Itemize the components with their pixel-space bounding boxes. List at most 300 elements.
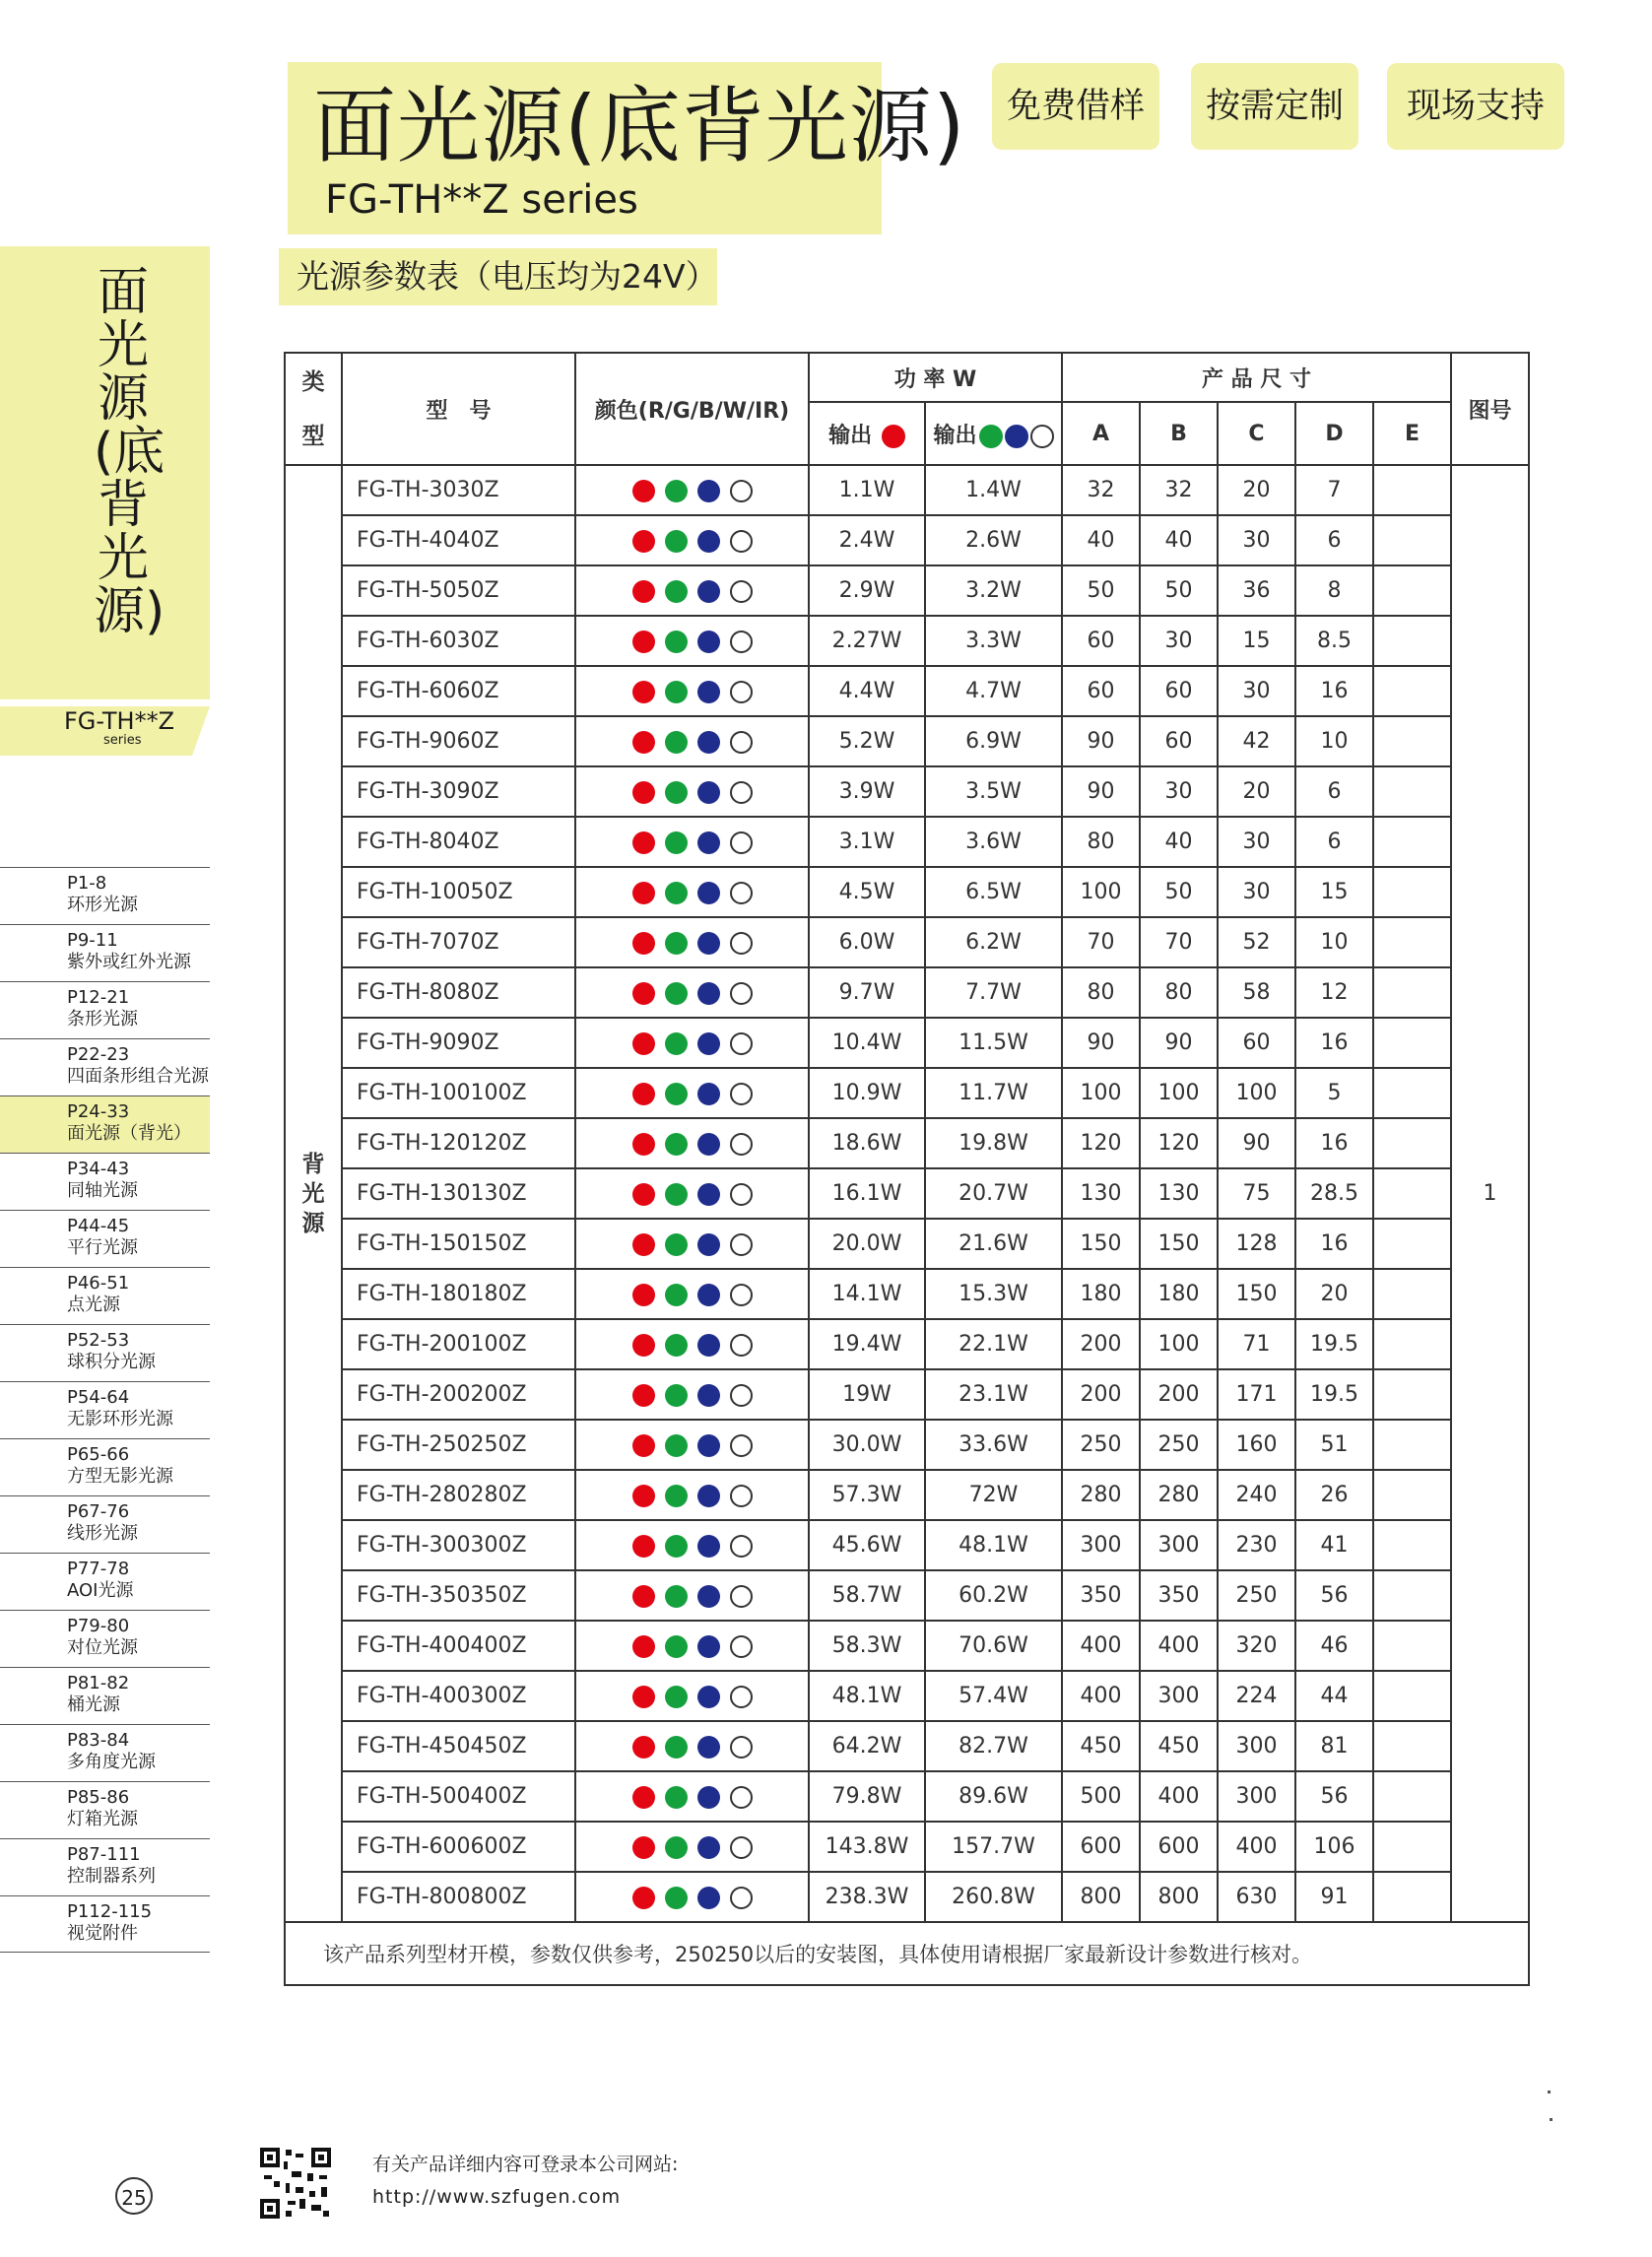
white-dot-icon (1030, 425, 1054, 448)
power-other-cell: 72W (925, 1470, 1062, 1520)
nav-item-pages: P24-33 (67, 1101, 130, 1122)
model-cell: FG-TH-400300Z (342, 1671, 575, 1721)
size-b-cell: 250 (1140, 1420, 1218, 1470)
size-d-cell: 16 (1295, 1018, 1373, 1068)
color-cell (575, 515, 809, 565)
blue-dot-icon (697, 1736, 720, 1759)
size-a-cell: 400 (1062, 1671, 1140, 1721)
size-e-cell (1373, 616, 1451, 666)
color-cell (575, 1269, 809, 1319)
size-b-cell: 350 (1140, 1570, 1218, 1621)
size-c-cell: 75 (1218, 1168, 1295, 1219)
size-d-header: D (1295, 402, 1373, 465)
red-dot-icon (632, 1384, 655, 1407)
green-dot-icon (665, 1635, 688, 1658)
size-d-cell: 19.5 (1295, 1319, 1373, 1369)
size-b-cell: 80 (1140, 967, 1218, 1018)
white-dot-icon (730, 530, 753, 553)
power-red-cell: 30.0W (809, 1420, 925, 1470)
nav-item-label: 平行光源 (67, 1237, 138, 1258)
size-b-cell: 200 (1140, 1369, 1218, 1420)
nav-item-pages: P77-78 (67, 1559, 130, 1579)
size-d-cell: 51 (1295, 1420, 1373, 1470)
green-dot-icon (665, 1233, 688, 1256)
color-cell (575, 616, 809, 666)
sidebar-nav-item[interactable] (0, 1838, 210, 1895)
nav-item-label: 线形光源 (67, 1523, 138, 1544)
power-other-cell: 57.4W (925, 1671, 1062, 1721)
nav-item-pages: P65-66 (67, 1444, 130, 1465)
power-red-cell: 19W (809, 1369, 925, 1420)
size-e-cell (1373, 1621, 1451, 1671)
sidebar-nav-item[interactable] (0, 1324, 210, 1381)
size-c-cell: 224 (1218, 1671, 1295, 1721)
green-dot-icon (665, 1736, 688, 1759)
green-dot-icon (665, 1686, 688, 1708)
table-row (285, 1771, 1529, 1822)
power-red-cell: 20.0W (809, 1219, 925, 1269)
nav-item-label: 多角度光源 (67, 1752, 156, 1772)
size-d-cell: 12 (1295, 967, 1373, 1018)
green-dot-icon (665, 1334, 688, 1357)
green-dot-icon (665, 1284, 688, 1306)
power-other-cell: 60.2W (925, 1570, 1062, 1621)
size-d-cell: 8.5 (1295, 616, 1373, 666)
color-cell (575, 917, 809, 967)
model-cell: FG-TH-8040Z (342, 817, 575, 867)
power-other-cell: 19.8W (925, 1118, 1062, 1168)
red-dot-icon (632, 1887, 655, 1909)
nav-item-label: 桶光源 (67, 1694, 120, 1715)
table-row (285, 1822, 1529, 1872)
sidebar-nav-item[interactable] (0, 1667, 210, 1724)
blue-dot-icon (697, 1032, 720, 1055)
model-cell: FG-TH-130130Z (342, 1168, 575, 1219)
power-other-cell: 21.6W (925, 1219, 1062, 1269)
power-red-cell: 14.1W (809, 1269, 925, 1319)
color-cell (575, 716, 809, 766)
green-dot-icon (665, 1032, 688, 1055)
red-dot-icon (632, 1736, 655, 1759)
blue-dot-icon (697, 982, 720, 1005)
power-red-cell: 58.7W (809, 1570, 925, 1621)
blue-dot-icon (697, 480, 720, 502)
size-d-cell: 16 (1295, 1219, 1373, 1269)
power-other-cell: 2.6W (925, 515, 1062, 565)
size-d-cell: 5 (1295, 1068, 1373, 1118)
model-cell: FG-TH-180180Z (342, 1269, 575, 1319)
table-row (285, 716, 1529, 766)
size-c-cell: 15 (1218, 616, 1295, 666)
table-row (285, 1520, 1529, 1570)
table-row (285, 1219, 1529, 1269)
size-b-cell: 32 (1140, 465, 1218, 515)
size-c-cell: 240 (1218, 1470, 1295, 1520)
nav-item-pages: P79-80 (67, 1616, 130, 1636)
website-link[interactable]: http://www.szfugen.com (372, 2186, 622, 2208)
power-red-cell: 64.2W (809, 1721, 925, 1771)
sidebar-nav-item[interactable] (0, 1553, 210, 1610)
size-c-cell: 400 (1218, 1822, 1295, 1872)
sidebar-nav-item[interactable] (0, 1495, 210, 1553)
power-header: 功 率 W (809, 353, 1062, 402)
red-dot-icon (632, 631, 655, 653)
size-a-cell: 90 (1062, 1018, 1140, 1068)
green-dot-icon (665, 1083, 688, 1105)
size-e-cell (1373, 1168, 1451, 1219)
nav-item-pages: P83-84 (67, 1730, 130, 1751)
table-row (285, 1570, 1529, 1621)
size-c-cell: 171 (1218, 1369, 1295, 1420)
category-cell: 背光源 (285, 465, 342, 1922)
color-cell (575, 565, 809, 616)
sidebar-nav (0, 867, 210, 1953)
red-dot-icon (632, 681, 655, 703)
page-number: 25 (115, 2177, 153, 2215)
blue-dot-icon (697, 831, 720, 854)
size-c-cell: 630 (1218, 1872, 1295, 1922)
power-other-cell: 6.2W (925, 917, 1062, 967)
size-e-cell (1373, 1872, 1451, 1922)
white-dot-icon (730, 731, 753, 754)
size-c-cell: 128 (1218, 1219, 1295, 1269)
page-title: 面光源(底背光源) (313, 78, 966, 174)
type-header: 类 型 (285, 353, 342, 465)
white-dot-icon (730, 1686, 753, 1708)
white-dot-icon (730, 831, 753, 854)
color-cell (575, 1470, 809, 1520)
power-other-cell: 3.6W (925, 817, 1062, 867)
size-d-cell: 41 (1295, 1520, 1373, 1570)
model-cell: FG-TH-3090Z (342, 766, 575, 817)
size-a-cell: 32 (1062, 465, 1140, 515)
size-e-cell (1373, 565, 1451, 616)
blue-dot-icon (697, 1836, 720, 1859)
table-row (285, 515, 1529, 565)
size-e-cell (1373, 1671, 1451, 1721)
color-cell (575, 766, 809, 817)
size-b-cell: 40 (1140, 817, 1218, 867)
sidebar-nav-item[interactable] (0, 1610, 210, 1667)
model-cell: FG-TH-9060Z (342, 716, 575, 766)
green-dot-icon (665, 1183, 688, 1206)
nav-item-pages: P46-51 (67, 1273, 130, 1294)
nav-item-pages: P1-8 (67, 873, 107, 894)
red-dot-icon (632, 1786, 655, 1809)
green-dot-icon (665, 1535, 688, 1558)
table-row (285, 465, 1529, 515)
nav-item-label: AOI光源 (67, 1580, 134, 1601)
sidebar-nav-item[interactable] (0, 1381, 210, 1438)
model-cell: FG-TH-200100Z (342, 1319, 575, 1369)
output-red-header: 输出 (809, 402, 925, 465)
size-d-cell: 44 (1295, 1671, 1373, 1721)
size-e-cell (1373, 1319, 1451, 1369)
color-cell (575, 817, 809, 867)
white-dot-icon (730, 480, 753, 502)
size-c-cell: 71 (1218, 1319, 1295, 1369)
color-cell (575, 867, 809, 917)
size-a-cell: 100 (1062, 1068, 1140, 1118)
size-d-cell: 10 (1295, 917, 1373, 967)
size-e-cell (1373, 666, 1451, 716)
model-cell: FG-TH-280280Z (342, 1470, 575, 1520)
size-d-cell: 6 (1295, 515, 1373, 565)
size-b-cell: 30 (1140, 766, 1218, 817)
size-c-cell: 42 (1218, 716, 1295, 766)
red-dot-icon (632, 580, 655, 603)
qr-code-icon (260, 2148, 331, 2219)
red-dot-icon (632, 1133, 655, 1156)
red-dot-icon (632, 480, 655, 502)
size-a-cell: 250 (1062, 1420, 1140, 1470)
sidebar-nav-item[interactable] (0, 981, 210, 1038)
white-dot-icon (730, 1384, 753, 1407)
blue-dot-icon (697, 631, 720, 653)
size-b-cell: 600 (1140, 1822, 1218, 1872)
size-b-header: B (1140, 402, 1218, 465)
size-e-cell (1373, 1771, 1451, 1822)
power-other-cell: 11.7W (925, 1068, 1062, 1118)
green-dot-icon (665, 1434, 688, 1457)
green-dot-icon (665, 1836, 688, 1859)
model-cell: FG-TH-250250Z (342, 1420, 575, 1470)
power-red-cell: 1.1W (809, 465, 925, 515)
size-a-cell: 70 (1062, 917, 1140, 967)
power-red-cell: 18.6W (809, 1118, 925, 1168)
nav-item-pages: P52-53 (67, 1330, 130, 1351)
size-d-cell: 16 (1295, 1118, 1373, 1168)
color-cell (575, 1168, 809, 1219)
red-dot-icon (632, 1434, 655, 1457)
table-row (285, 1168, 1529, 1219)
size-b-cell: 150 (1140, 1219, 1218, 1269)
size-d-cell: 26 (1295, 1470, 1373, 1520)
size-a-cell: 200 (1062, 1319, 1140, 1369)
sidebar-nav-item[interactable] (0, 1038, 210, 1095)
table-row (285, 1721, 1529, 1771)
size-b-cell: 60 (1140, 666, 1218, 716)
model-cell: FG-TH-100100Z (342, 1068, 575, 1118)
sidebar-nav-item[interactable] (0, 1438, 210, 1495)
red-dot-icon (882, 425, 905, 448)
model-cell: FG-TH-500400Z (342, 1771, 575, 1822)
table-row (285, 1018, 1529, 1068)
white-dot-icon (730, 1786, 753, 1809)
power-other-cell: 48.1W (925, 1520, 1062, 1570)
blue-dot-icon (1005, 425, 1028, 448)
size-b-cell: 90 (1140, 1018, 1218, 1068)
power-red-cell: 6.0W (809, 917, 925, 967)
size-d-cell: 10 (1295, 716, 1373, 766)
blue-dot-icon (697, 1083, 720, 1105)
size-c-cell: 100 (1218, 1068, 1295, 1118)
table-row (285, 917, 1529, 967)
power-red-cell: 16.1W (809, 1168, 925, 1219)
size-b-cell: 180 (1140, 1269, 1218, 1319)
power-red-cell: 2.9W (809, 565, 925, 616)
blue-dot-icon (697, 1434, 720, 1457)
power-red-cell: 48.1W (809, 1671, 925, 1721)
nav-item-pages: P85-86 (67, 1787, 130, 1808)
power-red-cell: 9.7W (809, 967, 925, 1018)
power-red-cell: 2.4W (809, 515, 925, 565)
size-d-cell: 81 (1295, 1721, 1373, 1771)
nav-item-label: 灯箱光源 (67, 1809, 138, 1829)
red-dot-icon (632, 1485, 655, 1507)
power-red-cell: 3.1W (809, 817, 925, 867)
blue-dot-icon (697, 882, 720, 904)
green-dot-icon (665, 1384, 688, 1407)
table-row (285, 1420, 1529, 1470)
size-a-cell: 350 (1062, 1570, 1140, 1621)
color-cell (575, 1319, 809, 1369)
red-dot-icon (632, 1334, 655, 1357)
blue-dot-icon (697, 580, 720, 603)
size-b-cell: 100 (1140, 1319, 1218, 1369)
blue-dot-icon (697, 1384, 720, 1407)
blue-dot-icon (697, 1133, 720, 1156)
power-red-cell: 5.2W (809, 716, 925, 766)
red-dot-icon (632, 982, 655, 1005)
size-c-cell: 160 (1218, 1420, 1295, 1470)
power-red-cell: 45.6W (809, 1520, 925, 1570)
blue-dot-icon (697, 731, 720, 754)
power-other-cell: 20.7W (925, 1168, 1062, 1219)
nav-item-pages: P81-82 (67, 1673, 130, 1693)
size-e-cell (1373, 917, 1451, 967)
white-dot-icon (730, 1133, 753, 1156)
size-e-cell (1373, 1369, 1451, 1420)
white-dot-icon (730, 1585, 753, 1608)
power-other-cell: 3.3W (925, 616, 1062, 666)
size-a-cell: 80 (1062, 967, 1140, 1018)
nav-item-pages: P22-23 (67, 1044, 130, 1065)
size-b-cell: 300 (1140, 1520, 1218, 1570)
white-dot-icon (730, 1233, 753, 1256)
red-dot-icon (632, 1535, 655, 1558)
sidebar-nav-item[interactable] (0, 867, 210, 924)
color-cell (575, 1219, 809, 1269)
power-red-cell: 238.3W (809, 1872, 925, 1922)
size-a-cell: 800 (1062, 1872, 1140, 1922)
size-c-cell: 250 (1218, 1570, 1295, 1621)
color-cell (575, 1671, 809, 1721)
blue-dot-icon (697, 1635, 720, 1658)
size-c-cell: 52 (1218, 917, 1295, 967)
green-dot-icon (665, 781, 688, 804)
nav-item-label: 视觉附件 (67, 1923, 138, 1944)
model-header: 型 号 (342, 353, 575, 465)
size-b-cell: 30 (1140, 616, 1218, 666)
color-cell (575, 1822, 809, 1872)
red-dot-icon (632, 731, 655, 754)
size-b-cell: 280 (1140, 1470, 1218, 1520)
size-a-cell: 80 (1062, 817, 1140, 867)
table-row (285, 817, 1529, 867)
model-cell: FG-TH-5050Z (342, 565, 575, 616)
size-e-cell (1373, 817, 1451, 867)
green-dot-icon (665, 530, 688, 553)
size-d-cell: 46 (1295, 1621, 1373, 1671)
power-other-cell: 23.1W (925, 1369, 1062, 1420)
size-c-cell: 320 (1218, 1621, 1295, 1671)
blue-dot-icon (697, 530, 720, 553)
size-a-cell: 130 (1062, 1168, 1140, 1219)
sidebar-nav-item[interactable] (0, 1267, 210, 1324)
size-a-cell: 200 (1062, 1369, 1140, 1420)
sidebar-series: FG-TH**Z (64, 707, 175, 735)
size-c-cell: 58 (1218, 967, 1295, 1018)
power-red-cell: 4.4W (809, 666, 925, 716)
nav-item-pages: P67-76 (67, 1501, 130, 1522)
figure-header: 图号 (1451, 353, 1529, 465)
table-row (285, 1621, 1529, 1671)
sidebar-nav-item[interactable] (0, 1153, 210, 1210)
power-other-cell: 70.6W (925, 1621, 1062, 1671)
nav-item-label: 环形光源 (67, 895, 138, 915)
power-other-cell: 6.9W (925, 716, 1062, 766)
size-a-cell: 150 (1062, 1219, 1140, 1269)
white-dot-icon (730, 1836, 753, 1859)
sidebar-nav-item[interactable] (0, 1724, 210, 1781)
size-header: 产 品 尺 寸 (1062, 353, 1451, 402)
white-dot-icon (730, 1032, 753, 1055)
sidebar-nav-item[interactable] (0, 924, 210, 981)
power-red-cell: 143.8W (809, 1822, 925, 1872)
table-row (285, 666, 1529, 716)
color-cell (575, 967, 809, 1018)
sidebar-nav-item[interactable] (0, 1895, 210, 1953)
green-dot-icon (665, 1786, 688, 1809)
model-cell: FG-TH-400400Z (342, 1621, 575, 1671)
table-row (285, 766, 1529, 817)
model-cell: FG-TH-450450Z (342, 1721, 575, 1771)
green-dot-icon (665, 580, 688, 603)
power-red-cell: 79.8W (809, 1771, 925, 1822)
size-d-cell: 56 (1295, 1570, 1373, 1621)
white-dot-icon (730, 982, 753, 1005)
white-dot-icon (730, 932, 753, 955)
nav-item-pages: P12-21 (67, 987, 130, 1008)
color-cell (575, 666, 809, 716)
white-dot-icon (730, 580, 753, 603)
table-row (285, 1872, 1529, 1922)
size-c-cell: 300 (1218, 1721, 1295, 1771)
green-dot-icon (665, 932, 688, 955)
size-e-cell (1373, 1018, 1451, 1068)
nav-item-label: 点光源 (67, 1294, 120, 1315)
size-a-cell: 600 (1062, 1822, 1140, 1872)
size-d-cell: 106 (1295, 1822, 1373, 1872)
sidebar-nav-item[interactable] (0, 1781, 210, 1838)
size-d-cell: 20 (1295, 1269, 1373, 1319)
power-other-cell: 33.6W (925, 1420, 1062, 1470)
green-dot-icon (979, 425, 1003, 448)
power-other-cell: 22.1W (925, 1319, 1062, 1369)
table-row (285, 1470, 1529, 1520)
size-e-cell (1373, 1721, 1451, 1771)
green-dot-icon (665, 982, 688, 1005)
sidebar-nav-item[interactable] (0, 1210, 210, 1267)
size-a-cell: 300 (1062, 1520, 1140, 1570)
sidebar-nav-item[interactable] (0, 1095, 210, 1153)
green-dot-icon (665, 1133, 688, 1156)
power-red-cell: 3.9W (809, 766, 925, 817)
color-cell (575, 1570, 809, 1621)
size-c-cell: 30 (1218, 867, 1295, 917)
size-a-cell: 90 (1062, 766, 1140, 817)
